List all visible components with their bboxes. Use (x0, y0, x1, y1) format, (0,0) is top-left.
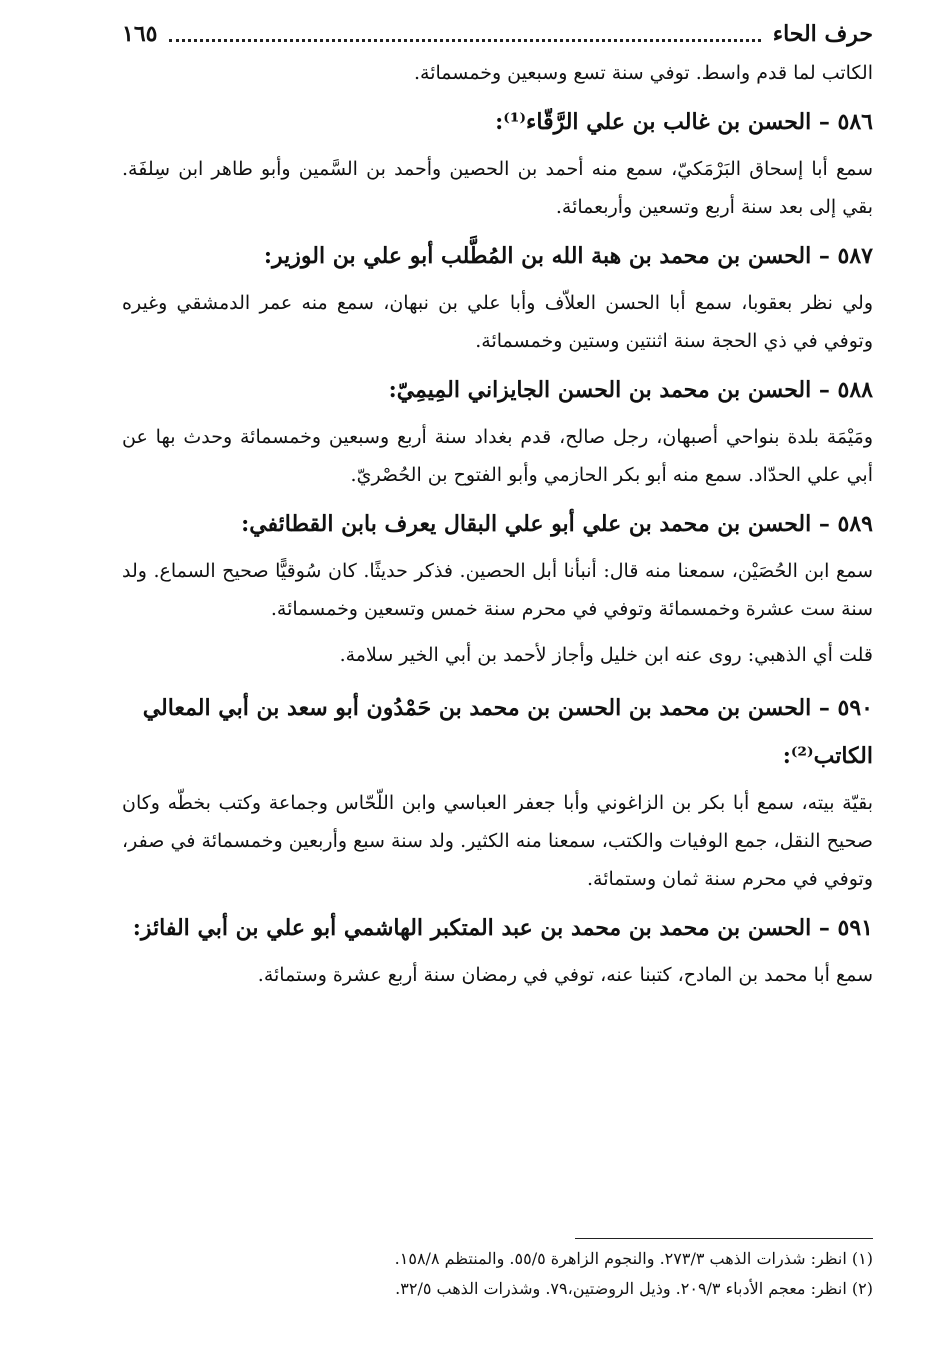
footnote-2: (٢) انظر: معجم الأدباء ٢٠٩/٣. وذيل الروضتين،٧٩. وشذرات الذهب ٣٢/٥. (395, 1279, 873, 1298)
dhahabi-note: قلت أي الذهبي: روى عنه ابن خليل وأجاز لأحمد بن أبي الخير سلامة. (339, 644, 873, 666)
entry-body: سمع أبا إسحاق البَرْمَكيّ، سمع منه أحمد بن الحصين وأحمد بن السَّمين وأبو طاهر ابن سِلفَة. بقي إلى بعد سنة أربع وتسعين وأربعمائة. (122, 158, 873, 218)
entry-title: ٥٨٨ – الحسن بن محمد بن الحسن الجايزاني المِيمِيّ: (388, 377, 873, 403)
entry-title: ٥٨٩ – الحسن بن محمد بن علي أبو علي البقال يعرف بابن القطائفي: (241, 511, 873, 537)
footnote-1: (١) انظر: شذرات الذهب ٢٧٣/٣. والنجوم الزاهرة ٥٥/٥. والمنتظم ١٥٨/٨. (394, 1249, 873, 1268)
footnote-divider (575, 1238, 873, 1239)
entry-body: ولي نظر بعقوبا، سمع أبا الحسن العلاّف وأبا علي بن نبهان، سمع منه عمر الدمشقي وغيره وتوفي في ذي الحجة سنة اثنتين وستين وخمسمائة. (122, 292, 873, 352)
header-dot-leader (169, 27, 760, 42)
entry-body: ومَيْمَة بلدة بنواحي أصبهان، رجل صالح، قدم بغداد سنة أربع وسبعين وخمسمائة وحدث بها عن أبي علي الحدّاد. سمع منه أبو بكر الحازمي وأبو الفتوح بن الحُصْريّ. (122, 426, 873, 486)
entry-586 (122, 98, 873, 226)
entry-title: ٥٨٧ – الحسن بن محمد بن هبة الله بن المُطَّلب أبو علي بن الوزير: (263, 243, 873, 269)
entry-590 (122, 684, 873, 898)
footnotes (122, 1244, 873, 1304)
continuation-text: الكاتب لما قدم واسط. توفي سنة تسع وسبعين وخمسمائة. (414, 62, 873, 84)
page-number: ١٦٥ (122, 21, 158, 47)
entry-body: سمع أبا محمد بن المادح، كتبنا عنه، توفي في رمضان سنة أربع عشرة وستمائة. (257, 964, 873, 986)
running-header (122, 14, 873, 54)
entry-588 (122, 366, 873, 494)
entry-body: بقيّة بيته، سمع أبا بكر بن الزاغوني وأبا جعفر العباسي وابن اللّحّاس وجماعة وكتب بخطّه وكان صحيح النقل، جمع الوفيات والكتب، سمعنا منه الكثير. ولد سنة سبع وأربعين وخمسمائة في صفر، وتوفي في محرم سنة ثمان وستمائة. (122, 792, 873, 890)
entry-title: ٥٩١ – الحسن بن محمد بن محمد بن عبد المتكبر الهاشمي أبو علي بن أبي الفائز: (132, 915, 873, 941)
entry-591 (122, 904, 873, 994)
entry-body: سمع ابن الحُصَيْن، سمعنا منه قال: أنبأنا أبل الحصين. فذكر حديثًا. كان سُوقيًّا صحيح السماع. ولد سنة ست عشرة وخمسمائة وتوفي في محرم سنة خمس وتسعين وخمسمائة. (122, 560, 873, 620)
entry-title: ٥٨٦ – الحسن بن غالب بن علي الرَّقّاء⁽¹⁾: (495, 109, 873, 135)
entry-589 (122, 500, 873, 674)
entry-title: ٥٩٠ – الحسن بن محمد بن الحسن بن محمد بن حَمْدُون أبو سعد بن أبي المعالي الكاتب⁽²⁾: (142, 695, 873, 769)
chapter-title: حرف الحاء (772, 21, 873, 47)
entry-587 (122, 232, 873, 360)
